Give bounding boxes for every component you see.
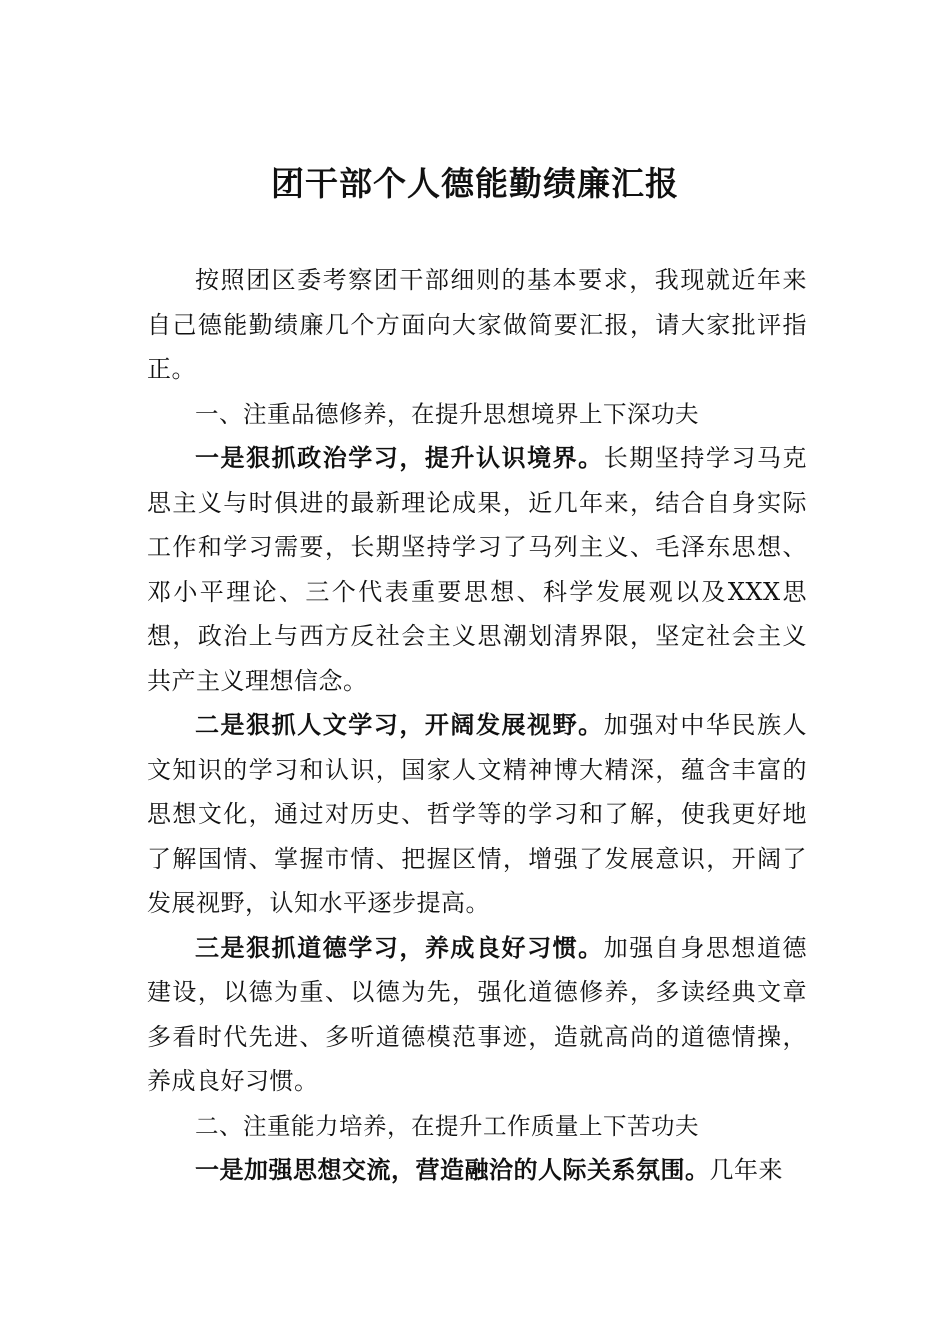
section-1-heading: 一、注重品德修养，在提升思想境界上下深功夫 [195, 399, 699, 428]
section-1-item-2-text: 加强对中华民族人文知识的学习和认识，国家人文精神博大精深，蕴含丰富的思想文化，通过对历史、哲学等的学习和了解，使我更好地了解国情、掌握市情、把握区情，增强了发展意识，开阔了发展视野，认知水平逐步提高。 [147, 711, 808, 917]
section-1-item-2-lead: 二是狠抓人文学习，开阔发展视野。 [195, 711, 604, 739]
intro-paragraph: 按照团区委考察团干部细则的基本要求，我现就近年来自己德能勤绩廉几个方面向大家做简要汇报，请大家批评指正。 [147, 266, 807, 383]
document-body [147, 258, 807, 1193]
section-1-item-3 [147, 926, 807, 1104]
section-1-item-3-lead: 三是狠抓道德学习，养成良好习惯。 [195, 933, 604, 962]
section-2-heading: 二、注重能力培养，在提升工作质量上下苦功夫 [195, 1111, 699, 1140]
section-1-item-3-text: 加强自身思想道德建设，以德为重、以德为先，强化道德修养，多读经典文章多看时代先进、多听道德模范事迹，造就高尚的道德情操，养成良好习惯。 [147, 933, 808, 1095]
section-1-item-1 [147, 436, 807, 703]
section-1-item-2 [147, 703, 807, 926]
document-title: 团干部个人德能勤绩廉汇报 [271, 164, 679, 203]
section-1-item-1-text: 长期坚持学习马克思主义与时俱进的最新理论成果，近几年来，结合自身实际工作和学习需要，长期坚持学习了马列主义、毛泽东思想、邓小平理论、三个代表重要思想、科学发展观以及XXX思想，政治上与西方反社会主义思潮划清界限，坚定社会主义共产主义理想信念。 [147, 444, 808, 695]
section-1-item-1-lead: 一是狠抓政治学习，提升认识境界。 [195, 444, 604, 472]
section-2-item-1 [147, 1148, 807, 1193]
section-2-item-1-lead: 一是加强思想交流，营造融洽的人际关系氛围。 [195, 1156, 710, 1184]
section-2-item-1-text: 几年来 [709, 1156, 783, 1184]
